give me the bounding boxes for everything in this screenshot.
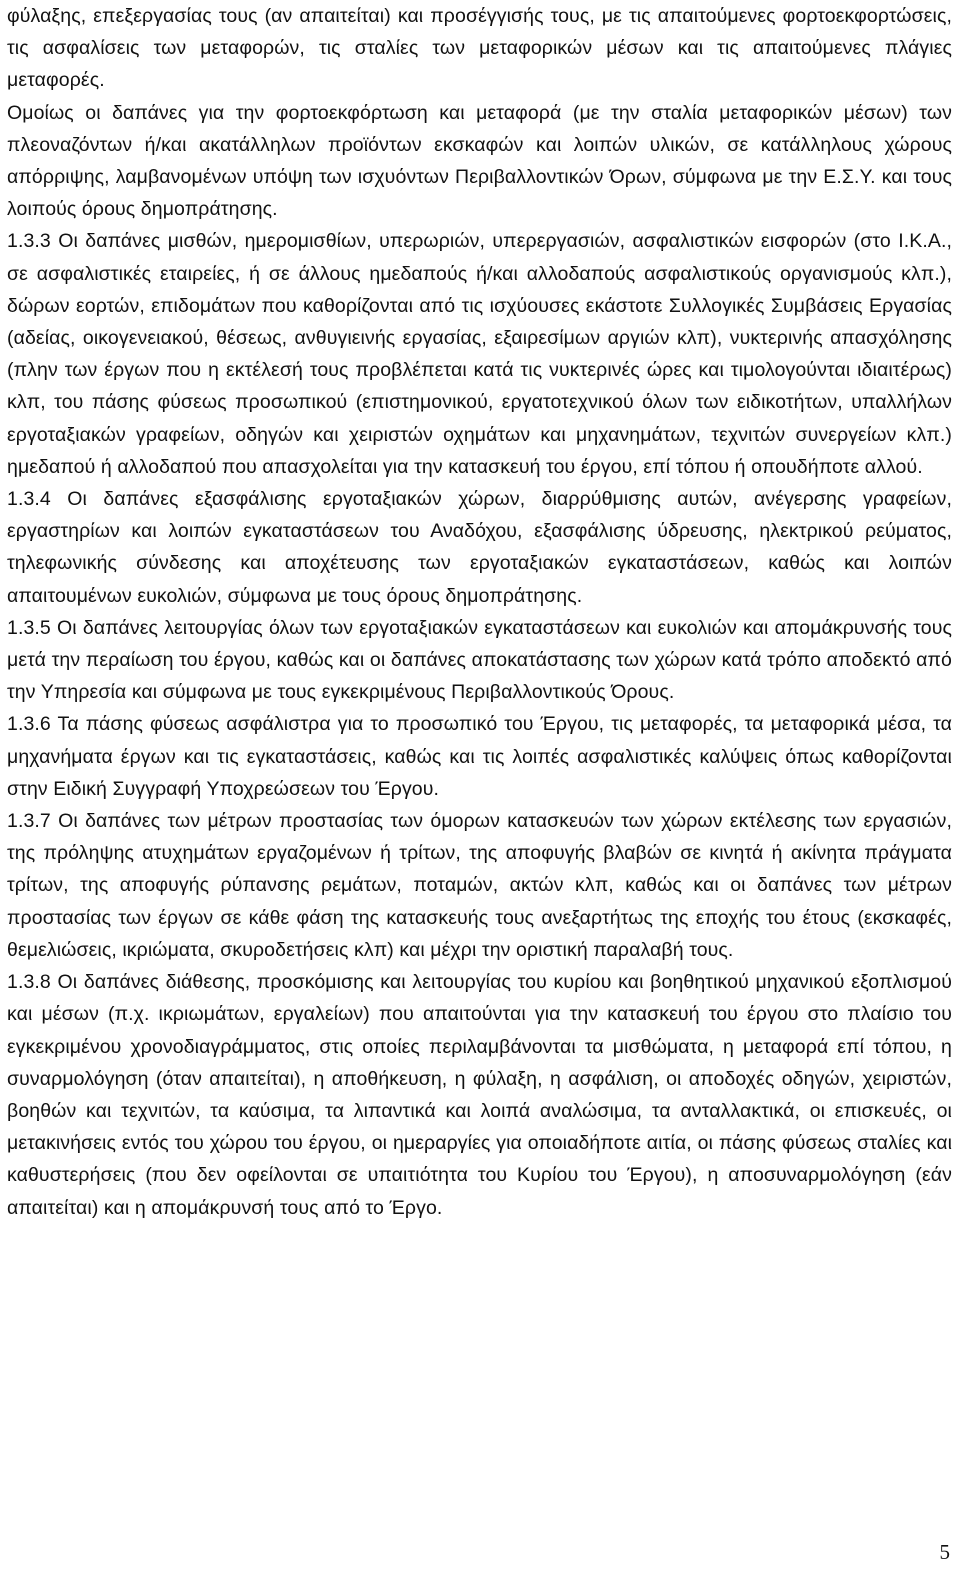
paragraph-1-3-7: 1.3.7 Οι δαπάνες των μέτρων προστασίας των όμορων κατασκευών των χώρων εκτέλεσης των εργασιών, της πρόληψης ατυχημάτων εργαζομένων ή τρίτων, της αποφυγής βλαβών σε κινητά ή ακίνητα πράγματα τρίτων, της αποφυγής ρύπανσης ρεμάτων, ποταμών, ακτών κλπ, καθώς και οι δαπάνες των μέτρων προστασίας των έργων σε κάθε φάση της κατασκευής τους ανεξαρτήτως της εποχής του έτους (εκσκαφές, θεμελιώσεις, ικριώματα, σκυροδετήσεις κλπ) και μέχρι την οριστική παραλαβή τους.: [7, 810, 952, 961]
paragraph-1-3-5: 1.3.5 Οι δαπάνες λειτουργίας όλων των εργοταξιακών εγκαταστάσεων και ευκολιών και απομάκρυνσής τους μετά την περαίωση του έργου, καθώς και οι δαπάνες αποκατάστασης των χώρων κατά τρόπο αποδεκτό από την Υπηρεσία και σύμφωνα με τους εγκεκριμένους Περιβαλλοντικούς Όρους.: [7, 616, 952, 704]
paragraph-1-3-8: 1.3.8 Οι δαπάνες διάθεσης, προσκόμισης και λειτουργίας του κυρίου και βοηθητικού μηχανικού εξοπλισμού και μέσων (π.χ. ικριωμάτων, εργαλείων) που απαιτούνται για την κατασκευή του έργου στο πλαίσιο του εγκεκριμένου χρονοδιαγράμματος, στις οποίες περιλαμβάνονται τα μισθώματα, η μεταφορά επί τόπου, η συναρμολόγηση (όταν απαιτείται), η αποθήκευση, η φύλαξη, η ασφάλιση, οι αποδοχές οδηγών, χειριστών, βοηθών και τεχνιτών, τα καύσιμα, τα λιπαντικά και λοιπά αναλώσιμα, τα ανταλλακτικά, οι επισκευές, οι μετακινήσεις εντός του χώρου του έργου, οι ημεραργίες για οποιαδήποτε αιτία, οι πάσης φύσεως σταλίες και καθυστερήσεις (που δεν οφείλονται σε υπαιτιότητα του Κυρίου του Έργου), η αποσυναρμολόγηση (εάν απαιτείται) και η απομάκρυνσή τους από το Έργο.: [7, 971, 952, 1219]
paragraph-transport-costs: Ομοίως οι δαπάνες για την φορτοεκφόρτωση και μεταφορά (με την σταλία μεταφορικών μέσων) των πλεοναζόντων ή/και ακατάλληλων προϊόντων εκσκαφών και λοιπών υλικών, σε κατάλληλους χώρους απόρριψης, λαμβανομένων υπόψη των ισχυόντων Περιβαλλοντικών Όρων, σύμφωνα με την Ε.Σ.Υ. και τους λοιπούς όρους δημοπράτησης.: [7, 101, 952, 221]
document-body: [7, 0, 952, 1224]
paragraph-continuation: φύλαξης, επεξεργασίας τους (αν απαιτείται) και προσέγγισής τους, με τις απαιτούμενες φορτοεκφορτώσεις, τις ασφαλίσεις των μεταφορών, τις σταλίες των μεταφορικών μέσων και τις απαιτούμενες πλάγιες μεταφορές.: [7, 5, 952, 92]
paragraph-1-3-4: 1.3.4 Οι δαπάνες εξασφάλισης εργοταξιακών χώρων, διαρρύθμισης αυτών, ανέγερσης γραφείων, εργαστηρίων και λοιπών εγκαταστάσεων του Αναδόχου, εξασφάλισης ύδρευσης, ηλεκτρικού ρεύματος, τηλεφωνικής σύνδεσης και αποχέτευσης των εργοταξιακών εγκαταστάσεων, καθώς και λοιπών απαιτουμένων ευκολιών, σύμφωνα με τους όρους δημοπράτησης.: [7, 488, 952, 607]
page-number: 5: [939, 1540, 950, 1564]
paragraph-1-3-3: 1.3.3 Οι δαπάνες μισθών, ημερομισθίων, υπερωριών, υπερεργασιών, ασφαλιστικών εισφορών (στο Ι.Κ.Α., σε ασφαλιστικές εταιρείες, ή σε άλλους ημεδαπούς ή/και αλλοδαπούς ασφαλιστικούς οργανισμούς κλπ.), δώρων εορτών, επιδομάτων που καθορίζονται από τις ισχύουσες εκάστοτε Συλλογικές Συμβάσεις Εργασίας (αδείας, οικογενειακού, θέσεως, ανθυγιεινής εργασίας, εξαιρεσίμων αργιών κλπ), νυκτερινής απασχόλησης (πλην των έργων που η εκτέλεσή τους προβλέπεται κατά τις νυκτερινές ώρες και τιμολογούνται ιδιαιτέρως) κλπ, του πάσης φύσεως προσωπικού (επιστημονικού, εργατοτεχνικού όλων των ειδικοτήτων, υπαλλήλων εργοταξιακών γραφείων, οδηγών και χειριστών οχημάτων και μηχανημάτων, τεχνιτών συνεργείων κλπ.) ημεδαπού ή αλλοδαπού που απασχολείται για την κατασκευή του έργου, επί τόπου ή οπουδήποτε αλλού.: [7, 230, 952, 478]
paragraph-1-3-6: 1.3.6 Τα πάσης φύσεως ασφάλιστρα για το προσωπικό του Έργου, τις μεταφορές, τα μεταφορικά μέσα, τα μηχανήματα έργων και τις εγκαταστάσεις, καθώς και τις λοιπές ασφαλιστικές καλύψεις όπως καθορίζονται στην Ειδική Συγγραφή Υποχρεώσεων του Έργου.: [7, 713, 952, 800]
